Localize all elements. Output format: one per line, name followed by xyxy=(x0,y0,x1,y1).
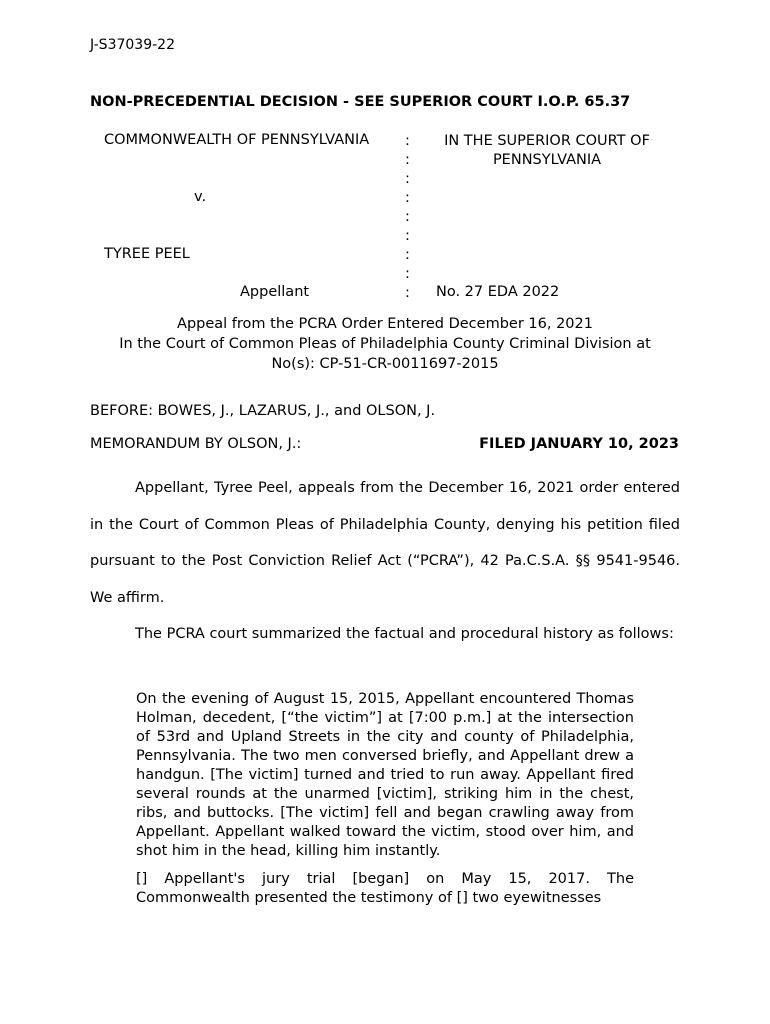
caption-colon: : xyxy=(405,171,410,187)
caption-colon: : xyxy=(405,209,410,225)
opinion-body xyxy=(90,470,680,653)
filed-date: FILED JANUARY 10, 2023 xyxy=(479,436,679,452)
plaintiff-name: COMMONWEALTH OF PENNSYLVANIA xyxy=(104,132,370,148)
memorandum-author: MEMORANDUM BY OLSON, J.: xyxy=(90,436,302,452)
docket-number: No. 27 EDA 2022 xyxy=(436,284,560,300)
appeal-line2: In the Court of Common Pleas of Philadelphia County Criminal Division at xyxy=(119,336,651,352)
quote-paragraph: [] Appellant's jury trial [began] on May 15, 2017. The Commonwealth presented the testimony of [] two eyewitnesses xyxy=(136,871,634,906)
body-paragraph: Appellant, Tyree Peel, appeals from the December 16, 2021 order entered in the Court of Common Pleas of Philadelphia County, denying his petition filed pursuant to the Post Conviction Relief Act (“PCRA”), 42 Pa.C.S.A. §§ 9541-9546. We affirm. xyxy=(90,480,680,606)
quote-paragraph: On the evening of August 15, 2015, Appellant encountered Thomas Holman, decedent, [“the victim”] at [7:00 p.m.] at the intersection of 53rd and Upland Streets in the city and county of Philadelphia, Pennsylvania. The two men conversed briefly, and Appellant drew a handgun. [The victim] turned and tried to run away. Appellant fired several rounds at the unarmed [victim], striking him in the chest, ribs, and buttocks. [The victim] fell and began crawling away from Appellant. Appellant walked toward the victim, stood over him, and shot him in the head, killing him instantly. xyxy=(136,691,634,859)
appellant-role: Appellant xyxy=(240,284,310,300)
caption-colon: : xyxy=(405,133,410,149)
caption-colon: : xyxy=(405,152,410,168)
defendant-name: TYREE PEEL xyxy=(104,246,190,262)
non-precedential-notice: NON-PRECEDENTIAL DECISION - SEE SUPERIOR COURT I.O.P. 65.37 xyxy=(90,94,631,110)
appeal-line1: Appeal from the PCRA Order Entered December 16, 2021 xyxy=(177,316,593,332)
court-name xyxy=(417,132,677,170)
before-panel: BEFORE: BOWES, J., LAZARUS, J., and OLSON, J. xyxy=(90,403,436,419)
caption-colon: : xyxy=(405,285,410,301)
appeal-info xyxy=(90,314,680,374)
caption-colon: : xyxy=(405,190,410,206)
caption-colon: : xyxy=(405,228,410,244)
body-paragraph: The PCRA court summarized the factual and procedural history as follows: xyxy=(135,626,674,642)
versus-label: v. xyxy=(194,189,207,205)
court-name-line2: PENNSYLVANIA xyxy=(492,152,602,168)
court-name-line1: IN THE SUPERIOR COURT OF xyxy=(444,133,650,149)
block-quote xyxy=(136,690,634,917)
caption-colon: : xyxy=(405,266,410,282)
appeal-line3: No(s): CP-51-CR-0011697-2015 xyxy=(271,356,499,372)
caption-colon: : xyxy=(405,247,410,263)
document-id: J-S37039-22 xyxy=(90,37,175,53)
